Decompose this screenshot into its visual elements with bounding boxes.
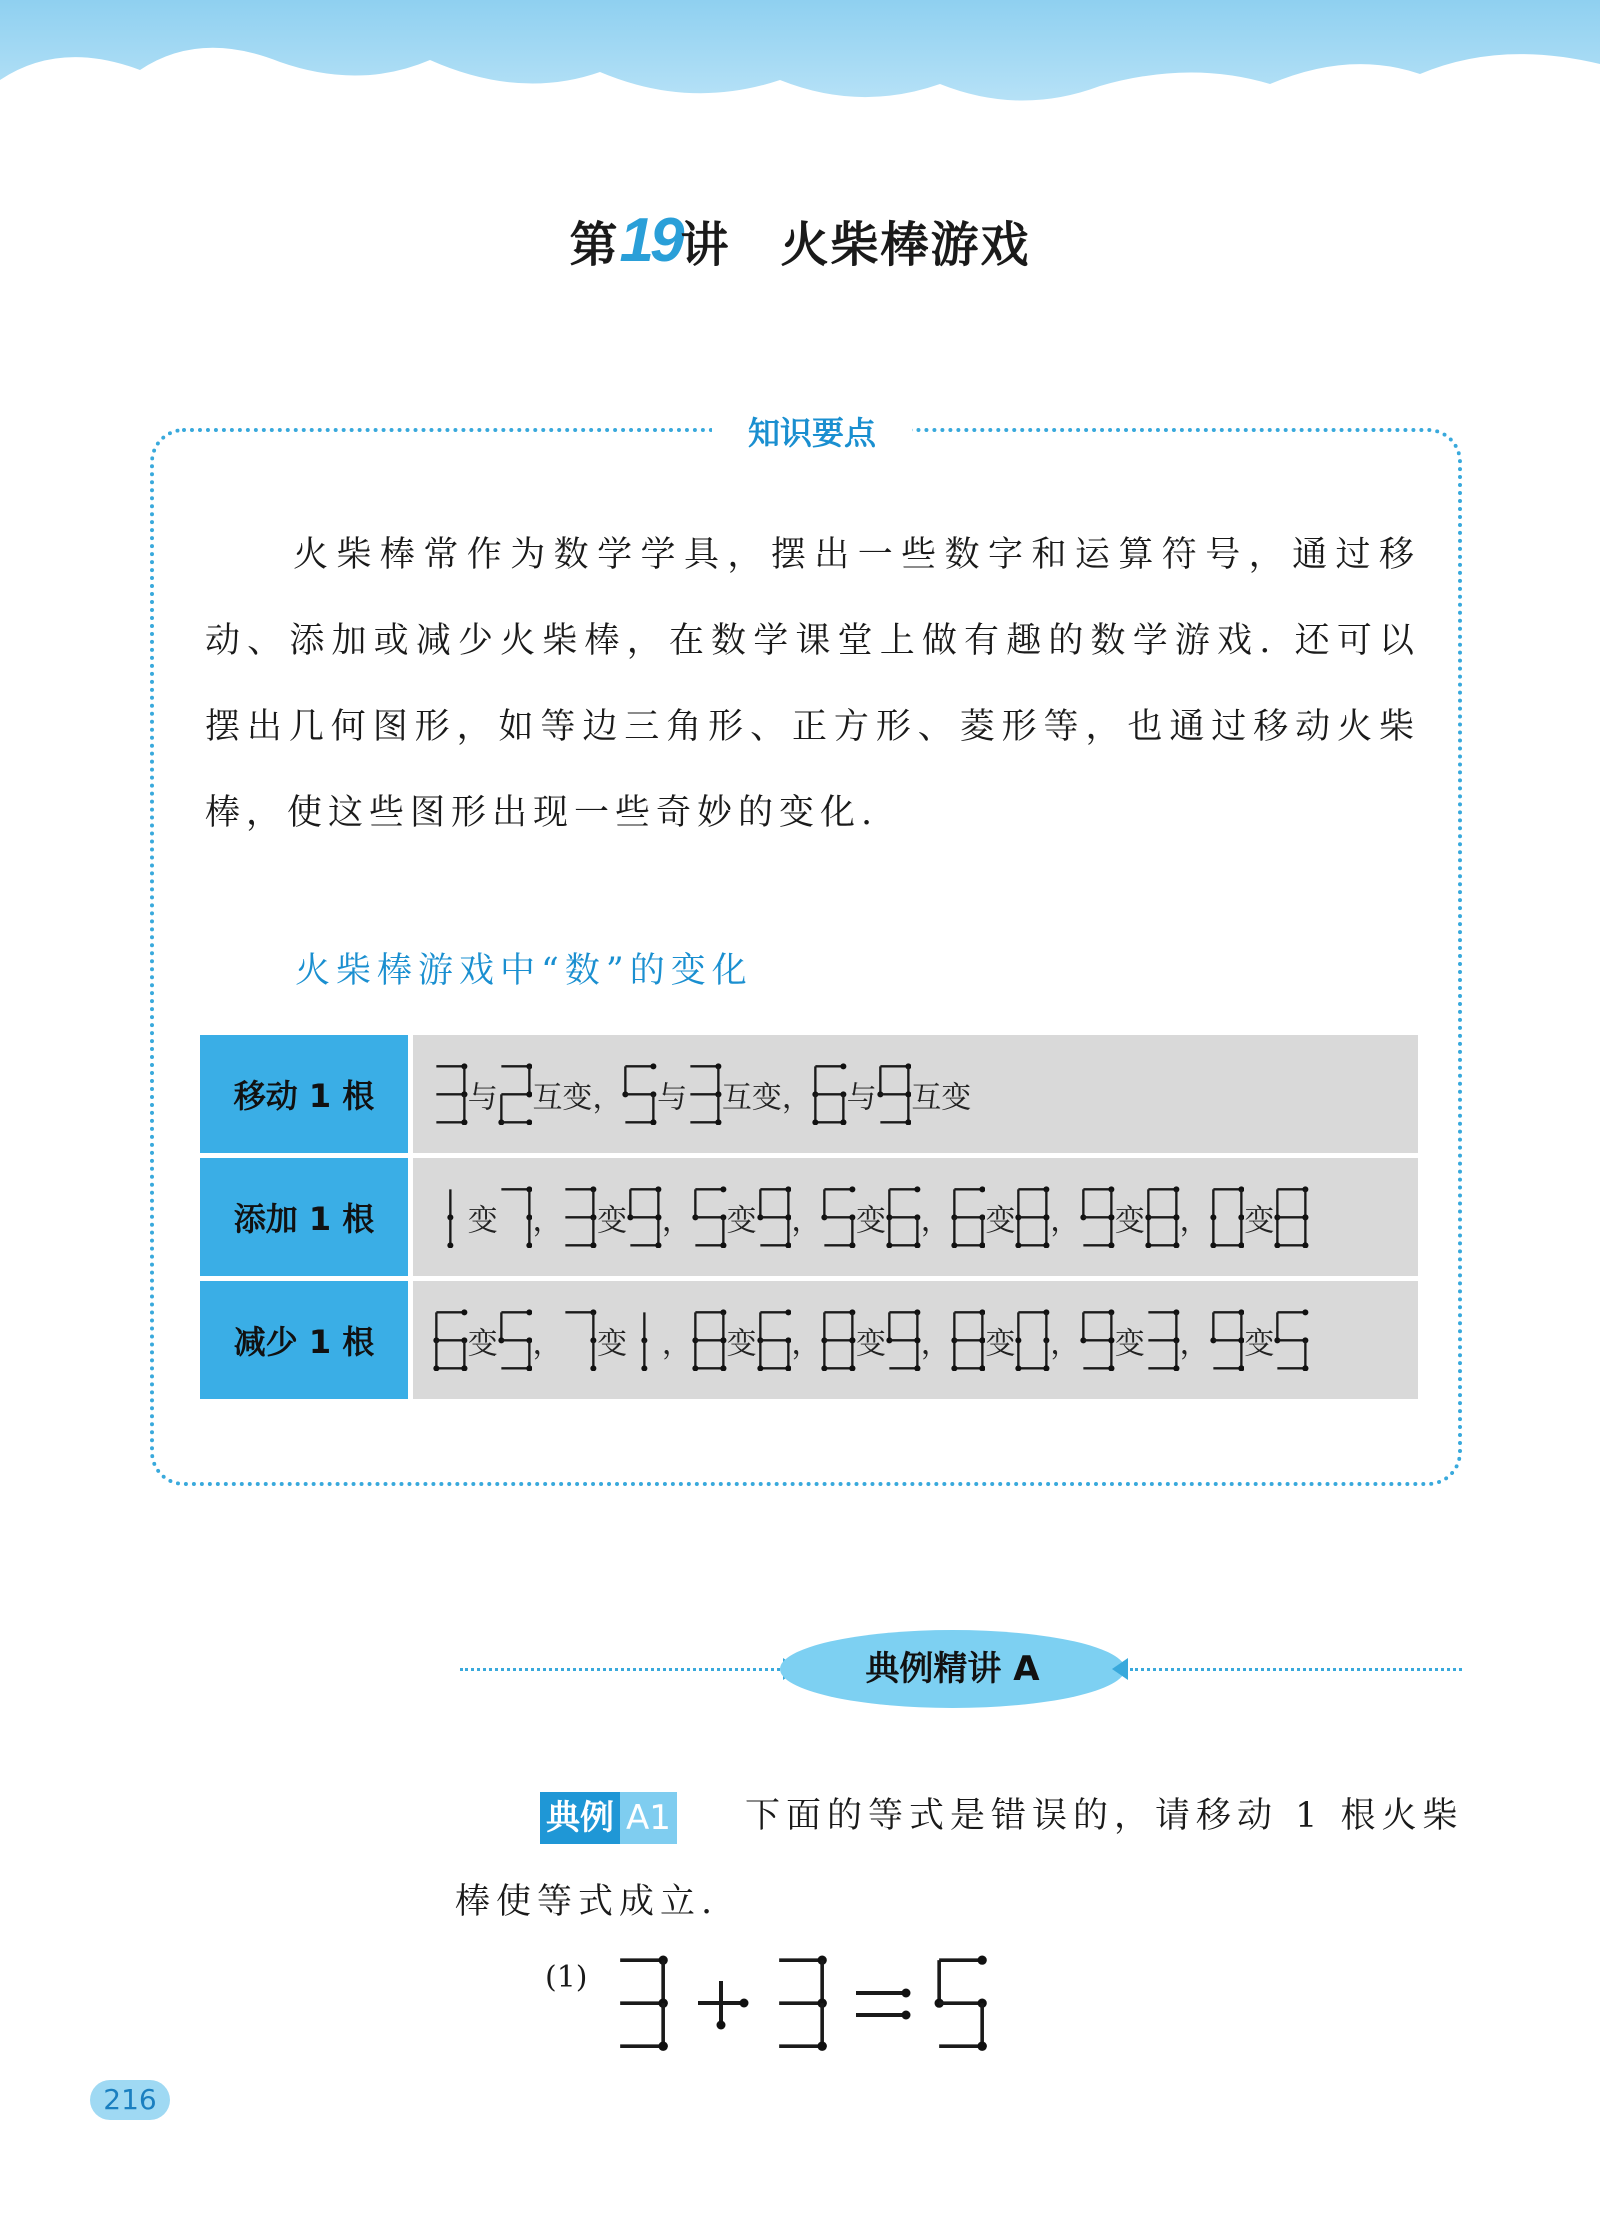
comma-separator: ， — [592, 1080, 623, 1115]
matchstick-digit — [627, 1186, 662, 1249]
matchstick-digit — [821, 1309, 856, 1372]
example-badge-id: A1 — [620, 1792, 677, 1844]
row-content-add — [411, 1156, 1419, 1279]
comma-separator: ， — [532, 1326, 563, 1361]
matchstick-digit — [886, 1186, 921, 1249]
matchstick-digit — [1015, 1186, 1050, 1249]
matchstick-digit — [1145, 1309, 1180, 1372]
matchstick-digit — [433, 1309, 468, 1372]
lesson-title — [0, 205, 1600, 276]
matchstick-digit — [1210, 1186, 1245, 1249]
matchstick-digit — [1274, 1309, 1309, 1372]
section-divider-right — [1130, 1668, 1462, 1671]
change-word: 互变 — [532, 1080, 593, 1115]
example-badge — [540, 1792, 677, 1844]
example-prompt-line1: 下面的等式是错误的，请移动 1 根火柴 — [745, 1796, 1464, 1836]
row-content-remove — [411, 1279, 1419, 1402]
matchstick-digit — [692, 1309, 727, 1372]
matchstick-number-subheading: 火柴棒游戏中“数”的变化 — [295, 951, 753, 991]
comma-separator: ， — [920, 1326, 951, 1361]
matchstick-digit — [498, 1309, 533, 1372]
matchstick-digit — [1015, 1309, 1050, 1372]
row-label-add: 添加 1 根 — [200, 1156, 411, 1279]
comma-separator: ， — [661, 1203, 692, 1238]
change-word: 变 — [856, 1326, 887, 1361]
matchstick-digit — [1080, 1186, 1115, 1249]
matchstick-digit — [812, 1063, 847, 1126]
change-word: 变 — [985, 1203, 1016, 1238]
change-word: 与 — [467, 1080, 498, 1115]
row-label-remove: 减少 1 根 — [200, 1279, 411, 1402]
sky-banner — [0, 0, 1600, 150]
comma-separator: ， — [1050, 1326, 1081, 1361]
table-row — [200, 1156, 1418, 1279]
equation-digit — [774, 1955, 827, 2051]
change-word: 变 — [726, 1326, 757, 1361]
change-word: 变 — [985, 1326, 1016, 1361]
problem-label: (1) — [545, 1960, 588, 1995]
matchstick-digit — [1145, 1186, 1180, 1249]
matchstick-digit — [562, 1186, 597, 1249]
matchstick-digit — [498, 1186, 533, 1249]
change-word: 变 — [1114, 1326, 1145, 1361]
title-suffix: 讲 — [680, 217, 731, 273]
matchstick-digit — [433, 1063, 468, 1126]
matchstick-digit — [757, 1186, 792, 1249]
equals-sign — [846, 1957, 916, 2049]
table-row — [200, 1035, 1418, 1156]
change-word: 变 — [597, 1203, 628, 1238]
knowledge-heading: 知识要点 — [712, 404, 912, 458]
lesson-name: 火柴棒游戏 — [780, 217, 1031, 273]
matchstick-digit — [627, 1309, 662, 1372]
change-word: 互变 — [721, 1080, 782, 1115]
matchstick-digit — [1210, 1309, 1245, 1372]
arrow-left-icon — [1112, 1658, 1128, 1680]
matchstick-digit — [562, 1309, 597, 1372]
matchstick-digit — [877, 1063, 912, 1126]
matchstick-digit — [1274, 1186, 1309, 1249]
change-word: 互变 — [911, 1080, 972, 1115]
comma-separator: ， — [1179, 1203, 1210, 1238]
matchstick-digit — [622, 1063, 657, 1126]
matchstick-equation — [615, 1955, 1005, 2051]
change-word: 与 — [846, 1080, 877, 1115]
comma-separator: ， — [791, 1326, 822, 1361]
change-word: 变 — [856, 1203, 887, 1238]
change-word: 变 — [1244, 1326, 1275, 1361]
matchstick-digit — [757, 1309, 792, 1372]
comma-separator: ， — [791, 1203, 822, 1238]
section-title-example: 典例精讲 A — [780, 1630, 1125, 1708]
knowledge-paragraph: 火柴棒常作为数学学具，摆出一些数字和运算符号，通过移动、添加或减少火柴棒，在数学课堂上做有趣的数学游戏. 还可以摆出几何图形，如等边三角形、正方形、菱形等，也通过移动火柴棒，使这些图形出现一些奇妙的变化. — [205, 535, 1420, 833]
matchstick-digit — [821, 1186, 856, 1249]
row-content-move — [411, 1035, 1419, 1156]
matchstick-digit — [498, 1063, 533, 1126]
change-word: 与 — [657, 1080, 688, 1115]
comma-separator: ， — [532, 1203, 563, 1238]
page-number: 216 — [90, 2080, 170, 2120]
matchstick-change-table — [200, 1035, 1418, 1404]
change-word: 变 — [597, 1326, 628, 1361]
comma-separator: ， — [920, 1203, 951, 1238]
change-word: 变 — [1114, 1203, 1145, 1238]
title-prefix: 第 — [569, 217, 620, 273]
row-label-move: 移动 1 根 — [200, 1035, 411, 1156]
lesson-number: 19 — [619, 206, 681, 275]
comma-separator: ， — [661, 1326, 692, 1361]
equation-digit — [615, 1955, 668, 2051]
matchstick-digit — [886, 1309, 921, 1372]
matchstick-digit — [951, 1309, 986, 1372]
change-word: 变 — [726, 1203, 757, 1238]
change-word: 变 — [467, 1326, 498, 1361]
example-prompt-line2: 棒使等式成立. — [455, 1882, 719, 1922]
matchstick-digit — [692, 1186, 727, 1249]
comma-separator: ， — [781, 1080, 812, 1115]
comma-separator: ， — [1179, 1326, 1210, 1361]
matchstick-digit — [433, 1186, 468, 1249]
example-badge-label: 典例 — [540, 1792, 620, 1844]
matchstick-digit — [1080, 1309, 1115, 1372]
matchstick-digit — [951, 1186, 986, 1249]
comma-separator: ， — [1050, 1203, 1081, 1238]
table-row — [200, 1279, 1418, 1402]
matchstick-digit — [687, 1063, 722, 1126]
plus-sign — [686, 1957, 756, 2049]
equation-digit — [934, 1955, 987, 2051]
change-word: 变 — [467, 1203, 498, 1238]
section-divider-left — [460, 1668, 785, 1671]
change-word: 变 — [1244, 1203, 1275, 1238]
